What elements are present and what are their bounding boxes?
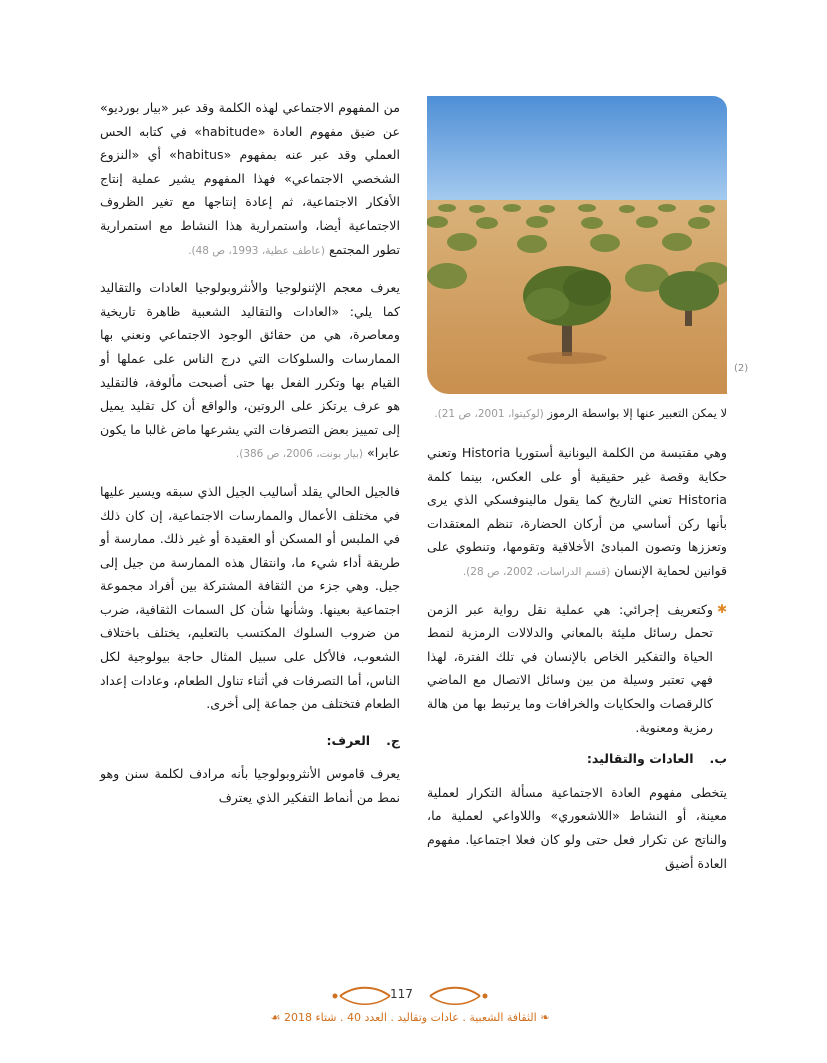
photo-caption: لا يمكن التعبير عنها إلا بواسطة الرموز [547, 406, 727, 420]
olive-grove-photo [427, 96, 727, 394]
left-column [100, 96, 400, 823]
bullet-definition: ✱ وكتعريف إجرائي: هي عملية نقل رواية عبر الزمن تحمل رسائل مليئة بالمعاني والدلالات الرمزية لنمط الحياة والتفكير الخاص بالإنسان في تلك الفترة، لهذا فهي تعتبر وسيلة من بين وسائل الاتصال مع الماضي كالرقصات والحكايات والخرافات وما يرتبط بها من هالة رمزية ومعنوية. [427, 598, 727, 740]
page-number: 117 [390, 987, 413, 1001]
leaf-icon: ❧ [540, 1011, 550, 1024]
page-footer [190, 985, 630, 1035]
paragraph-habitus: من المفهوم الاجتماعي لهذه الكلمة وقد عبر «بيار بورديو» عن ضيق مفهوم العادة «habitude» في كتابه الحس العملي وقد عبر عنه بمفهوم «habitus» أي «النزوع الشخصي الاجتماعي» فهذا المفهوم يشير عملية إنتاج الأفكار الاجتماعية، ثم إعادة إنتاجها مع تغير الظروف الاجتماعية أيضا، واستمرارية هذا النشاط مع استمرارية تطور المجتمع (عاطف عطية، 1993، ص 48). [100, 100, 400, 257]
bullet-star-icon: ✱ [716, 601, 727, 616]
leaf-icon: ☙ [270, 1011, 281, 1024]
citation: (عاطف عطية، 1993، ص 48). [188, 244, 326, 257]
paragraph-dictionary-definition: يعرف معجم الإثنولوجيا والأنثروبولوجيا العادات والتقاليد كما يلي: «العادات والتقاليد الشعبية ظاهرة تاريخية ومعاصرة، هي من حقائق الوجود الاجتماعي ونعني بها الممارسات والسلوكات التي درج الناس على عملها أو القيام بها وتكرر الفعل بها حتى أصبحت مألوفة، فالتقليد هو عرف يرتكز على الروتين، والواقع أن كل تقليد يميل إلى تمييز بعض التصرفات التي يشرعها ماض غالبا ما يكون عابرا» (بيار بونت، 2006، ص 386). [100, 280, 400, 461]
photo-number: (2) [734, 363, 749, 374]
section-heading-customs: ب.العادات والتقاليد: [586, 751, 727, 767]
paragraph-historia: وهي مقتبسة من الكلمة اليونانية أستوريا Historia وتعني حكاية وقصة غير حقيقية أو على العكس، بينما كلمة Historia تعني التاريخ كما يقول مالينوفسكي الذي يرى بأنها ركن أساسي من أركان الحضارة، تنظم المعتقدات وتعززها وتصون المبادئ الأخلاقية وتقومها، وتنطوي على قوانين لحماية الإنسان (قسم الدراسات، 2002، ص 28). [427, 445, 728, 578]
section-heading-custom-law: ج.العرف: [326, 732, 400, 748]
citation: (بيار بونت، 2006، ص 386). [235, 448, 363, 461]
photo-caption-citation: (لوكيتوا، 2001، ص 21). [434, 408, 544, 420]
citation: (قسم الدراسات، 2002، ص 28). [462, 565, 611, 578]
right-column [427, 96, 727, 888]
footer-journal-line: ❧ الثقافة الشعبية . عادات وتقاليد . العدد 40 . شتاء 2018 ☙ [270, 1011, 550, 1024]
paragraph-generations: فالجيل الحالي يقلد أساليب الجيل الذي سبقه ويسير عليها في مختلف الأعمال والممارسات الاجتماعية، إن كان ذلك في الملبس أو المسكن أو العقيدة أو غير ذلك. ممارسة أو طريقة أداء شيء ما، وانتقال هذه الممارسة من جيل إلى جيل. وهي جزء من الثقافة المشتركة بين أفراد مجموعة اجتماعية بعينها. وشأنها شأن كل السمات الثقافية، ضرب من ضروب السلوك المكتسب بالتعليم، يختلف باختلاف الشعوب، فالأكل على سبيل المثال حاجة بيولوجية لكل الناس، أما التصرفات في أثناء تناول الطعام، وعادات إعداد الطعام فتختلف من جماعة إلى أخرى. [100, 483, 400, 712]
paragraph-anthropology: يعرف قاموس الأنثروبولوجيا بأنه مرادف لكلمة سنن وهو نمط من أنماط التفكير الذي يعترف [100, 766, 400, 806]
paragraph-habit: يتخطى مفهوم العادة الاجتماعية مسألة التكرار لعملية معينة، أو النشاط «اللاشعوري» واللاواعي لعملية ما، والناتج عن تكرار فعل حتى ولو كان فعلا اجتماعيا. مفهوم العادة أضيق [427, 784, 727, 871]
